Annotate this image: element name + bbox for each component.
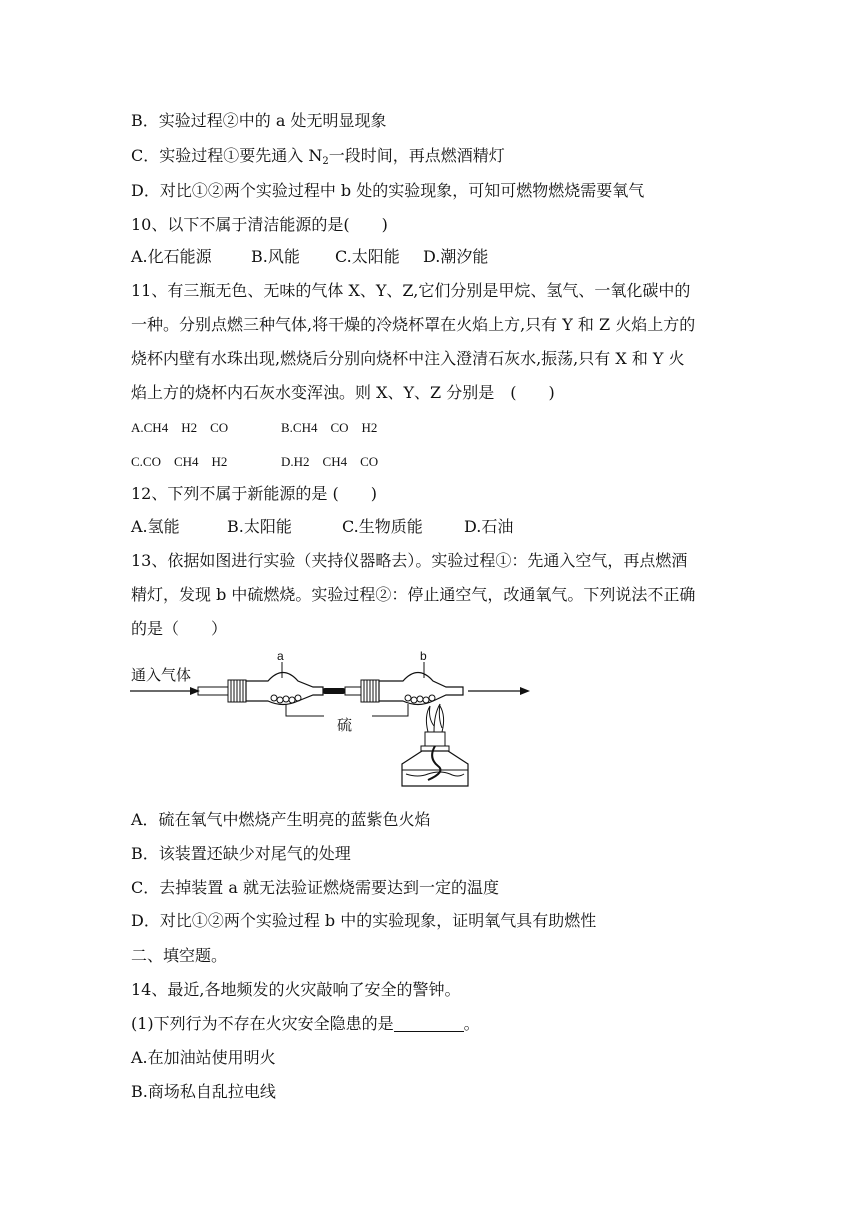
q11-stem-line1: 11、有三瓶无色、无味的气体 X、Y、Z,它们分别是甲烷、氢气、一氧化碳中的	[131, 281, 691, 300]
sulfur-pointer-left	[286, 704, 324, 716]
sulfur-label: 硫	[337, 717, 353, 734]
outlet-arrowhead	[520, 687, 530, 695]
q14-part1	[131, 1014, 480, 1034]
q11-option-a: A.CH4 H2 CO	[131, 420, 229, 435]
label-b: b	[420, 649, 427, 663]
q11-stem-line3: 烧杯内壁有水珠出现,燃烧后分别向烧杯中注入澄清石灰水,振荡,只有 X 和 Y 火	[131, 349, 685, 368]
reaction-tube-b	[379, 673, 463, 705]
q12-options	[131, 517, 513, 537]
connector-tube	[345, 687, 361, 695]
q13-option-d: D．对比①②两个实验过程 b 中的实验现象，证明氧气具有助燃性	[131, 911, 597, 930]
q9-c-text-end: 一段时间，再点燃酒精灯	[328, 146, 505, 165]
q13-stem-line1: 13、依据如图进行实验（夹持仪器略去）。实验过程①：先通入空气，再点燃酒	[131, 551, 688, 570]
inlet-tube	[198, 687, 228, 695]
q11-options-row2	[131, 452, 378, 472]
q13-stem-line3: 的是（ ）	[131, 619, 228, 638]
q12-option-d: D.石油	[464, 517, 514, 536]
flame	[426, 704, 443, 732]
experiment-apparatus-figure	[128, 646, 538, 796]
label-a: a	[277, 649, 284, 663]
q9-option-d: D．对比①②两个实验过程中 b 处的实验现象，可知可燃物燃烧需要氧气	[131, 181, 645, 200]
gas-inlet-label: 通入气体	[131, 667, 192, 684]
q13-stem-line2: 精灯，发现 b 中硫燃烧。实验过程②：停止通空气，改通氧气。下列说法不正确	[131, 585, 696, 604]
q11-stem-line4: 焰上方的烧杯内石灰水变浑浊。则 X、Y、Z 分别是 ( )	[131, 383, 555, 402]
q13-option-b: B．该装置还缺少对尾气的处理	[131, 844, 351, 863]
q10-option-c: C.太阳能	[335, 247, 400, 266]
q12-option-c: C.生物质能	[342, 517, 423, 536]
q14-option-b: B.商场私自乱拉电线	[131, 1082, 276, 1101]
q10-option-b: B.风能	[251, 247, 300, 266]
q10-option-d: D.潮汐能	[423, 247, 489, 266]
q11-option-d: D.H2 CH4 CO	[281, 454, 379, 469]
q14-option-a: A.在加油站使用明火	[131, 1048, 276, 1067]
q10-option-a: A.化石能源	[131, 247, 212, 266]
reaction-tube-a	[246, 673, 323, 705]
q12-option-b: B.太阳能	[227, 517, 292, 536]
sulfur-pointer-right	[372, 704, 408, 716]
connector	[323, 688, 345, 694]
q14-part1-end: 。	[463, 1014, 480, 1033]
q9-option-c	[131, 146, 505, 172]
q9-c-subscript: 2	[322, 156, 329, 167]
stopper-a	[228, 680, 246, 702]
q13-option-c: C．去掉装置 a 就无法验证燃烧需要达到一定的温度	[131, 878, 499, 897]
q11-option-c: C.CO CH4 H2	[131, 454, 228, 469]
q12-option-a: A.氢能	[131, 517, 180, 536]
q12-stem: 12、下列不属于新能源的是 ( )	[131, 484, 377, 503]
q14-stem: 14、最近,各地频发的火灾敲响了安全的警钟。	[131, 980, 461, 999]
q9-c-text: C．实验过程①要先通入 N	[131, 146, 323, 165]
q11-options-row1	[131, 418, 377, 438]
q9-option-b: B．实验过程②中的 a 处无明显现象	[131, 111, 387, 130]
q11-stem-line2: 一种。分别点燃三种气体,将干燥的冷烧杯罩在火焰上方,只有 Y 和 Z 火焰上方的	[131, 315, 696, 334]
stopper-b	[361, 680, 379, 702]
q10-stem: 10、以下不属于清洁能源的是( )	[131, 215, 388, 234]
section-fill-in-heading: 二、填空题。	[131, 946, 228, 965]
q14-part1-text: (1)下列行为不存在火灾安全隐患的是	[131, 1014, 394, 1033]
alcohol-lamp	[402, 732, 468, 786]
q13-option-a: A．硫在氧气中燃烧产生明亮的蓝紫色火焰	[131, 810, 431, 829]
q11-option-b: B.CH4 CO H2	[281, 420, 378, 435]
q10-options	[131, 247, 488, 267]
answer-blank[interactable]	[394, 1015, 464, 1032]
